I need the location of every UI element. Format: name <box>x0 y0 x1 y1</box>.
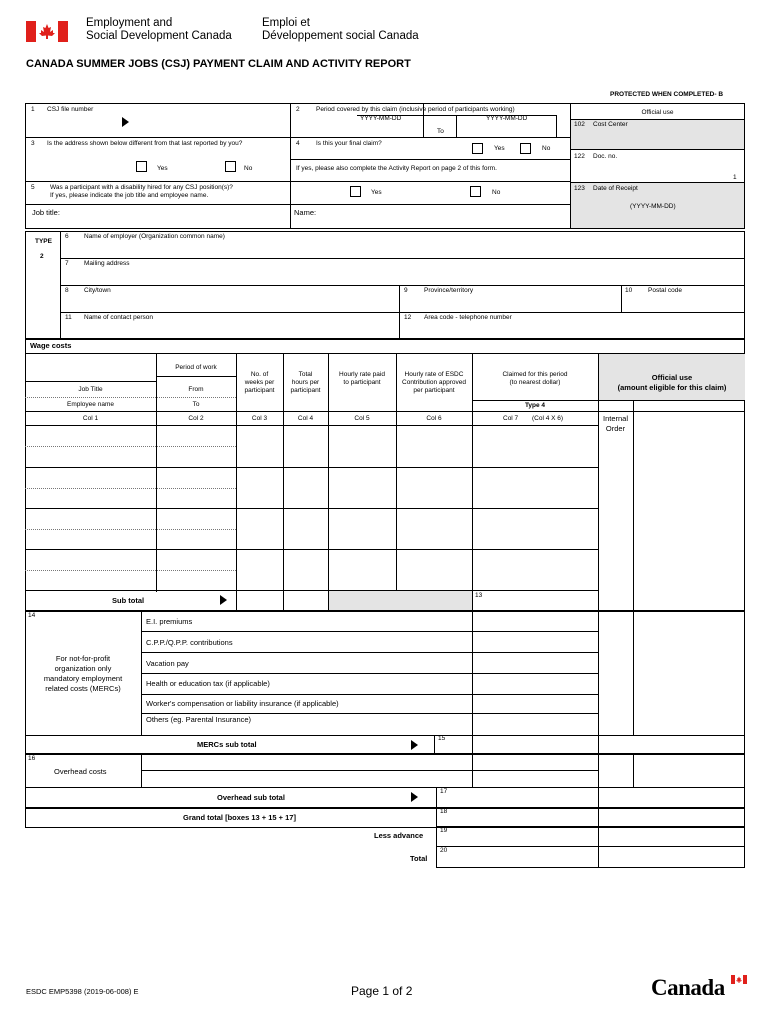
province-label: Province/territory <box>424 287 474 294</box>
arrow-right-icon <box>411 740 418 750</box>
workers-comp-label: Worker's compensation or liability insurance (if applicable) <box>146 699 339 708</box>
health-tax-label: Health or education tax (if applicable) <box>146 679 270 688</box>
workers-comp-input[interactable] <box>473 695 597 713</box>
address-yes-checkbox[interactable] <box>136 161 147 172</box>
arrow-right-icon <box>411 792 418 802</box>
final-no-checkbox[interactable] <box>520 143 531 154</box>
csj-file-number-input[interactable] <box>135 113 285 133</box>
period-label: Period covered by this claim (inclusive period of participants working) <box>316 106 515 113</box>
type-value: 2 <box>40 253 44 260</box>
disability-yes-checkbox[interactable] <box>350 186 361 197</box>
official-use-col-label: Official use (amount eligible for this claim) <box>617 373 727 392</box>
wage-row-4[interactable] <box>26 550 597 590</box>
overhead-section <box>25 753 745 809</box>
final-yes-checkbox[interactable] <box>472 143 483 154</box>
disability-note: If yes, please indicate the job title and employee name. <box>50 192 209 199</box>
wage-row-1[interactable] <box>26 426 597 466</box>
wage-row-3[interactable] <box>26 509 597 549</box>
postal-code-label: Postal code <box>648 287 682 294</box>
mercs-label: For not-for-profit organization only mandatory employment related costs (MERCs) <box>43 654 123 693</box>
type-label: TYPE <box>35 238 52 245</box>
cpp-label: C.P.P./Q.P.P. contributions <box>146 638 233 647</box>
vacation-pay-input[interactable] <box>473 653 597 673</box>
cpp-input[interactable] <box>473 632 597 652</box>
address-question: Is the address shown below different from that last reported by you? <box>47 140 243 147</box>
arrow-right-icon <box>122 117 129 127</box>
protected-label: PROTECTED WHEN COMPLETED- B <box>610 91 724 98</box>
wage-subtotal-label: Sub total <box>112 596 145 605</box>
subtotal-shade <box>329 591 472 611</box>
job-title-input[interactable] <box>75 206 287 226</box>
date-receipt-format: (YYYY-MM-DD) <box>630 203 676 210</box>
overhead-subtotal-label: Overhead sub total <box>217 793 285 802</box>
vacation-pay-label: Vacation pay <box>146 659 189 668</box>
rate-col-label: Hourly rate paid to participant <box>339 371 385 386</box>
form-title: CANADA SUMMER JOBS (CSJ) PAYMENT CLAIM AND ACTIVITY REPORT <box>26 58 411 70</box>
date-receipt-label: Date of Receipt <box>593 185 638 192</box>
cost-center-label: Cost Center <box>593 121 628 128</box>
job-title-col-label: Job Title <box>78 386 103 393</box>
employee-name-input[interactable] <box>325 206 568 226</box>
grand-total-row <box>25 807 745 828</box>
wage-row-2[interactable] <box>26 468 597 508</box>
final-claim-note: If yes, please also complete the Activity Report on page 2 of this form. <box>296 165 497 172</box>
overhead-input-1[interactable] <box>473 754 597 770</box>
total-input[interactable] <box>437 856 597 867</box>
others-label: Others (eg. Parental Insurance) <box>146 715 252 724</box>
total-label: Total <box>410 854 428 863</box>
esdc-col-label: Hourly rate of ESDC Contribution approved per participant <box>402 371 466 394</box>
telephone-label: Area code - telephone number <box>424 314 512 321</box>
weeks-col-label: No. of weeks per participant <box>244 371 275 394</box>
grand-total-label: Grand total [boxes 13 + 15 + 17] <box>183 813 296 822</box>
canada-flag-icon <box>26 21 68 42</box>
csj-file-number-label: CSJ file number <box>47 106 94 113</box>
contact-person-label: Name of contact person <box>84 314 154 321</box>
canada-wordmark: Canada <box>651 975 747 999</box>
internal-order-label: Internal Order <box>602 414 629 433</box>
employee-name-col-label: Employee name <box>67 401 114 408</box>
mercs-subtotal-label: MERCs sub total <box>197 740 257 749</box>
health-tax-input[interactable] <box>473 674 597 694</box>
canada-flag-icon <box>731 975 747 984</box>
employer-name-label: Name of employer (Organization common name) <box>84 233 225 240</box>
page-number: Page 1 of 2 <box>351 984 413 998</box>
doc-no-label: Doc. no. <box>593 153 618 160</box>
period-to-input[interactable] <box>457 116 555 136</box>
doc-no-value: 1 <box>733 174 737 181</box>
hours-col-label: Total hours per participant <box>290 371 321 394</box>
department-name-fr: Emploi et Développement social Canada <box>262 17 419 42</box>
official-use-label: Official use <box>641 109 674 116</box>
address-no-checkbox[interactable] <box>225 161 236 172</box>
city-label: City/town <box>84 287 111 294</box>
wage-costs-title: Wage costs <box>30 341 72 350</box>
others-input[interactable] <box>473 714 597 734</box>
claimed-col-label: Claimed for this period (to nearest dollar) <box>502 371 568 386</box>
name-label: Name: <box>294 208 317 217</box>
less-advance-input[interactable] <box>437 835 597 846</box>
overhead-input-2[interactable] <box>473 771 597 787</box>
disability-no-checkbox[interactable] <box>470 186 481 197</box>
ei-premiums-label: E.I. premiums <box>146 617 193 626</box>
overhead-label: Overhead costs <box>54 767 107 776</box>
department-name-en: Employment and Social Development Canada <box>86 17 232 42</box>
disability-question: Was a participant with a disability hired for any CSJ position(s)? <box>50 184 233 191</box>
job-title-label: Job title: <box>32 208 60 217</box>
final-claim-question: Is this your final claim? <box>316 140 382 147</box>
ei-premiums-input[interactable] <box>473 611 597 631</box>
mailing-address-label: Mailing address <box>84 260 130 267</box>
less-advance-label: Less advance <box>374 831 424 840</box>
period-from-input[interactable] <box>357 116 423 136</box>
arrow-right-icon <box>220 595 227 605</box>
form-code: ESDC EMP5398 (2019-06-008) E <box>26 987 139 996</box>
